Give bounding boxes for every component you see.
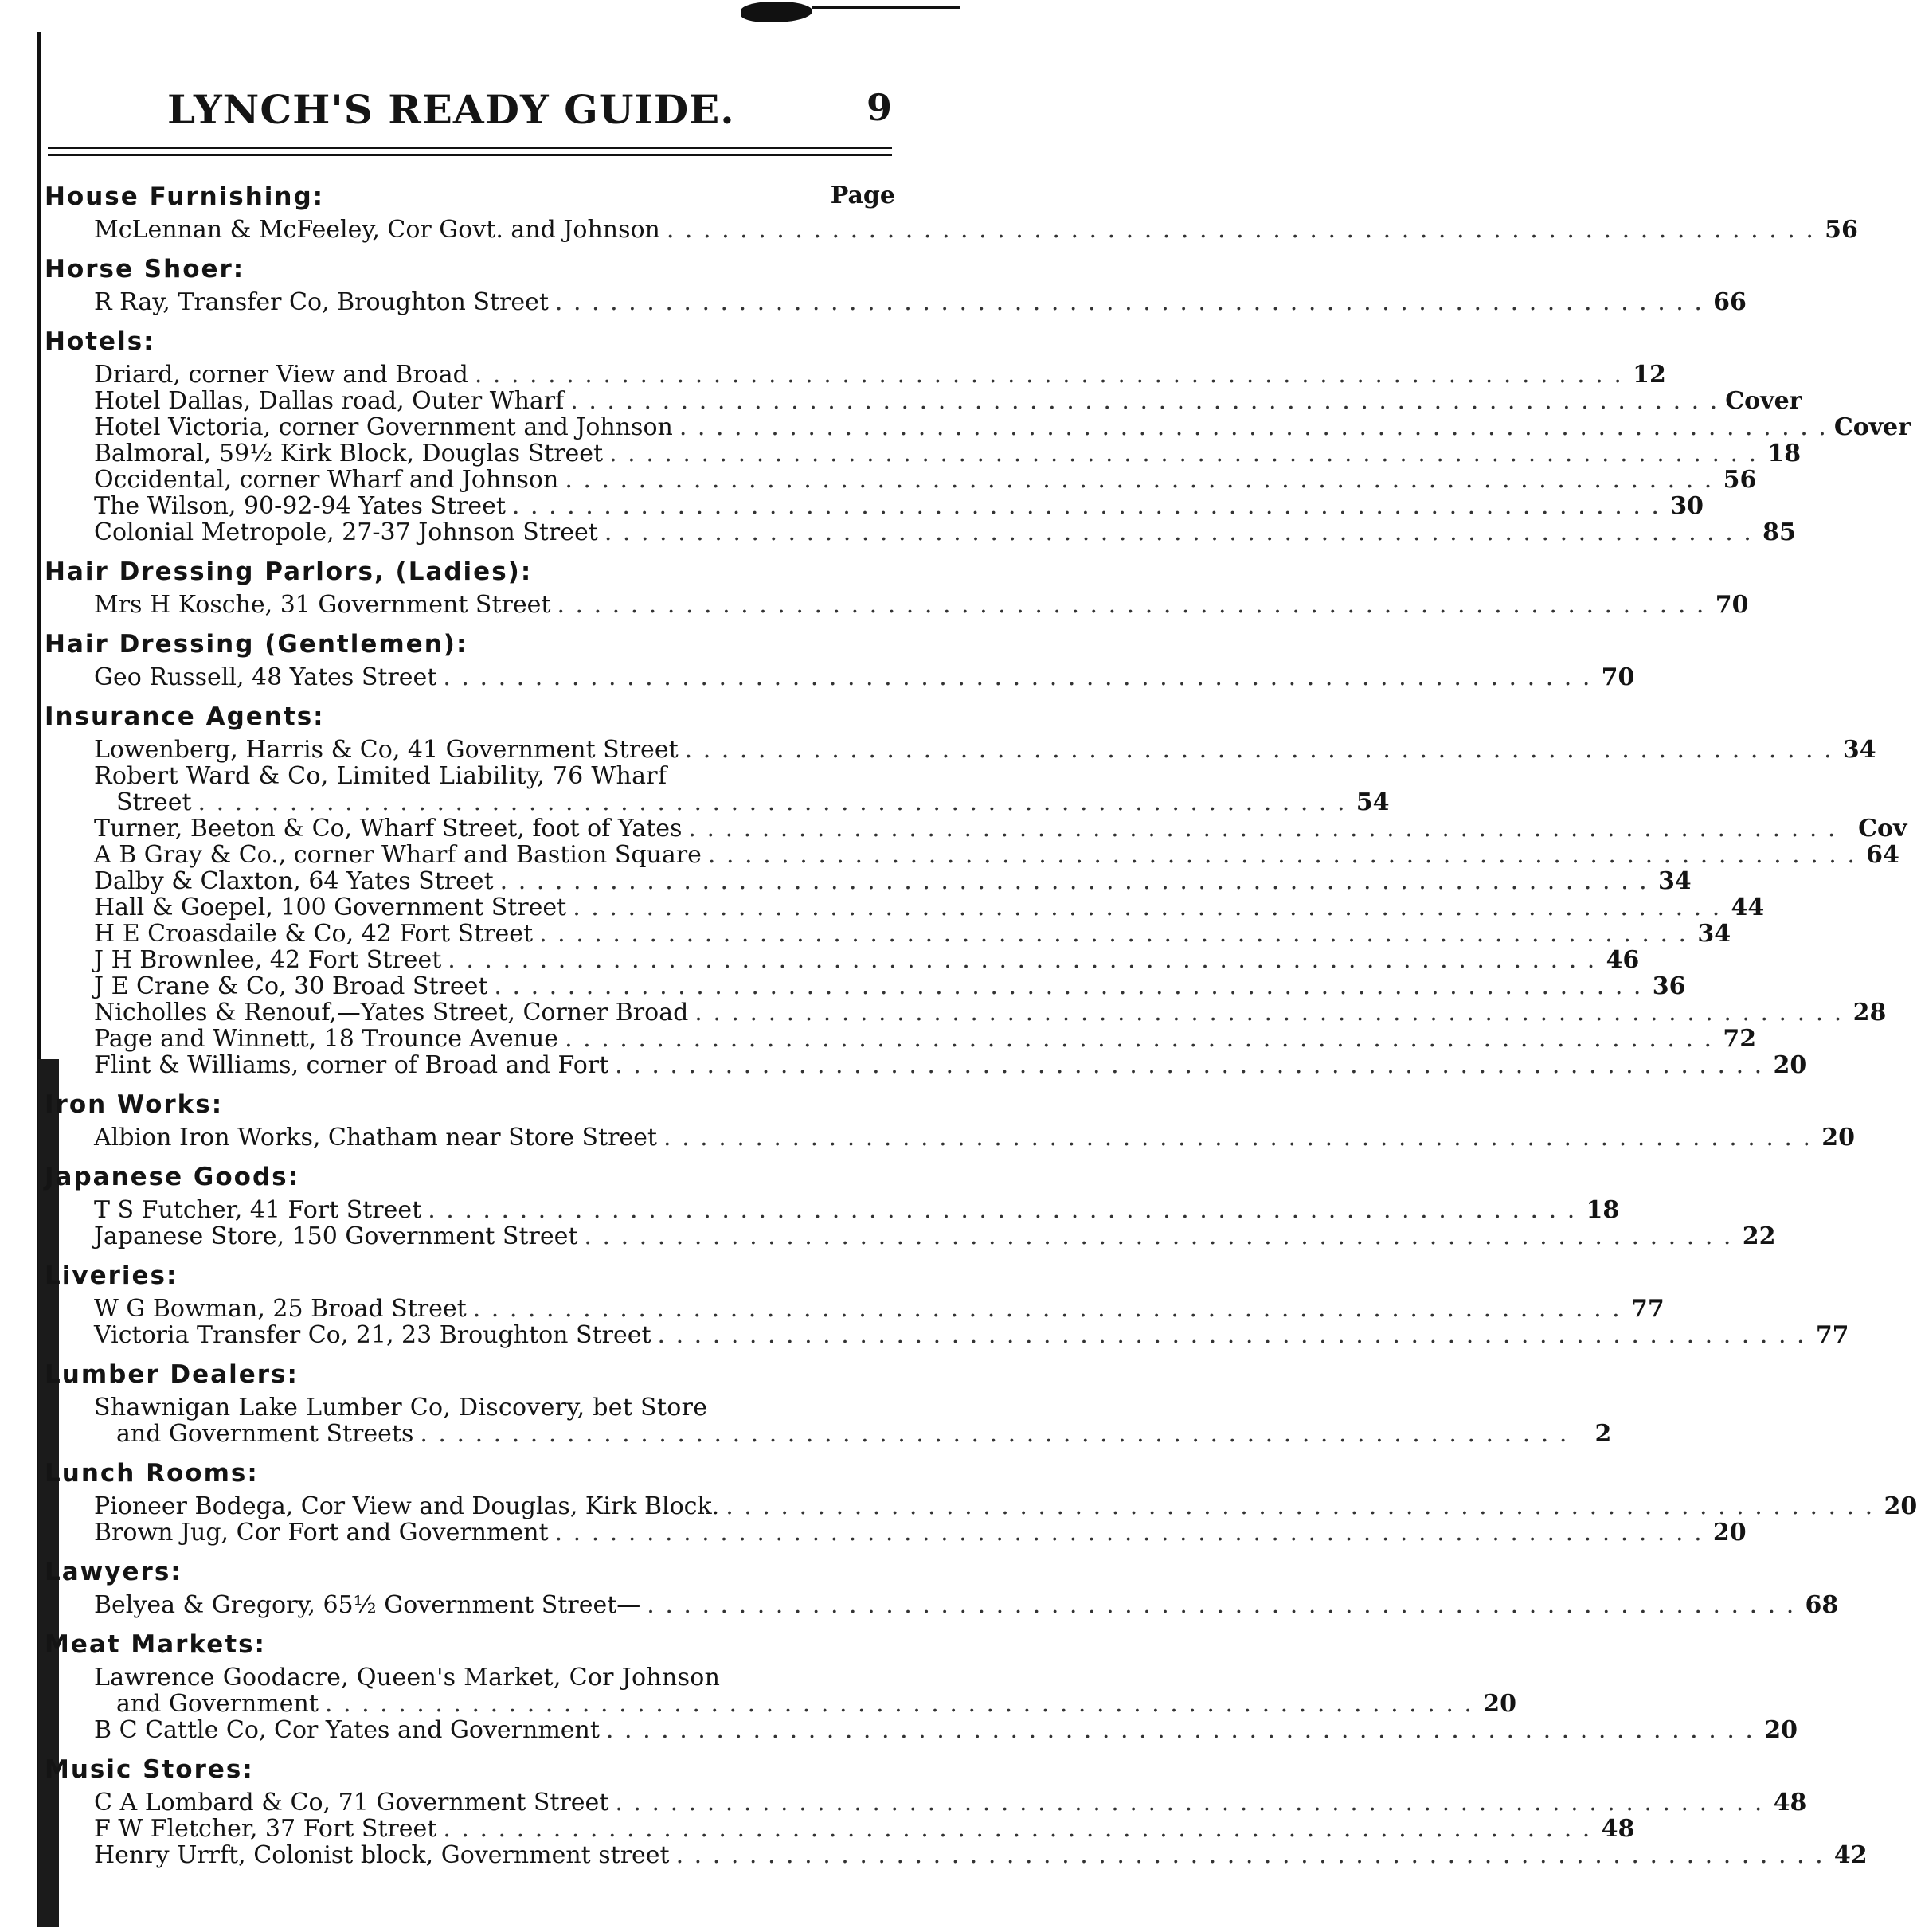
entry-name: T S Futcher, 41 Fort Street xyxy=(94,1196,422,1224)
entry-name: Hotel Victoria, corner Government and Johnson xyxy=(94,413,673,441)
entry-name: Nicholles & Renouf,—Yates Street, Corner Broad xyxy=(94,999,689,1027)
listing-entry xyxy=(45,999,1887,1027)
dot-leader: . . . . . . . . . . . . . . . . . . . . . . . . . . . . . . . . . . . . . . . . . . . . . . . . . . . . . . . . . . . . . . . xyxy=(573,894,1722,921)
category-heading: Music Stores: xyxy=(45,1755,254,1784)
listing-entry xyxy=(45,1295,1665,1323)
entry-page: 18 xyxy=(1586,1196,1620,1224)
section-gap xyxy=(45,1078,897,1085)
section-gap xyxy=(45,315,897,322)
listing-entry xyxy=(45,1815,1635,1843)
directory-section xyxy=(45,1256,1849,1355)
ink-smudge xyxy=(741,2,812,22)
dot-leader: . . . . . . . . . . . . . . . . . . . . . . . . . . . . . . . . . . . . . . . . . . . . . . . . . . . . . . . . . . . . . . . xyxy=(499,867,1649,895)
entry-name: Henry Urrft, Colonist block, Government street xyxy=(94,1841,670,1869)
dot-leader: . . . . . . . . . . . . . . . . . . . . . . . . . . . . . . . . . . . . . . . . . . . . . . . . . . . . . . . . . . . . . . . xyxy=(443,1815,1592,1843)
entry-name: R Ray, Transfer Co, Broughton Street xyxy=(94,288,549,316)
directory-section xyxy=(45,1355,1612,1453)
entry-page: 20 xyxy=(1764,1716,1798,1744)
entry-page: 20 xyxy=(1773,1051,1807,1079)
entry-name: Albion Iron Works, Chatham near Store Street xyxy=(94,1124,657,1152)
page-title: LYNCH'S READY GUIDE. xyxy=(167,86,735,133)
directory-section xyxy=(45,624,1635,697)
listing-entry xyxy=(45,591,1749,619)
entry-page: 18 xyxy=(1767,440,1802,467)
entry-name: Geo Russell, 48 Yates Street xyxy=(94,663,437,691)
directory-section xyxy=(45,1157,1776,1256)
category-heading: Lunch Rooms: xyxy=(45,1459,259,1488)
entry-name: Japanese Store, 150 Government Street xyxy=(94,1222,578,1250)
dot-leader: . . . . . . . . . . . . . . . . . . . . . . . . . . . . . . . . . . . . . . . . . . . . . . . . . . . . . . . . . . . . . . . xyxy=(609,440,1759,467)
section-gap xyxy=(45,690,897,697)
entry-page: 72 xyxy=(1723,1025,1757,1053)
entry-name: The Wilson, 90-92-94 Yates Street xyxy=(94,492,506,520)
dot-leader: . . . . . . . . . . . . . . . . . . . . . . . . . . . . . . . . . . . . . . . . . . . . . . . . . . . . . . . . . . . . . . . xyxy=(428,1196,1577,1224)
entry-continuation xyxy=(94,788,1390,816)
section-gap xyxy=(45,1250,897,1256)
entry-name: Turner, Beeton & Co, Wharf Street, foot of Yates xyxy=(94,815,683,843)
entry-page: 77 xyxy=(1815,1321,1849,1349)
listing-entry xyxy=(45,1025,1757,1053)
entry-name: J E Crane & Co, 30 Broad Street xyxy=(94,972,488,1000)
section-gap xyxy=(45,1618,897,1625)
entry-page: 36 xyxy=(1652,972,1686,1000)
dot-leader: . . . . . . . . . . . . . . . . . . . . . . . . . . . . . . . . . . . . . . . . . . . . . . . . . . . . . . . . . . . . . . . xyxy=(198,788,1347,816)
section-gap xyxy=(45,1447,897,1453)
entry-name: Brown Jug, Cor Fort and Government xyxy=(94,1519,549,1547)
dot-leader: . . . . . . . . . . . . . . . . . . . . . . . . . . . . . . . . . . . . . . . . . . . . . . . . . . . . . . . . . . . . . . . xyxy=(554,1519,1704,1547)
entry-name: Page and Winnett, 18 Trounce Avenue xyxy=(94,1025,559,1053)
entry-page: Cover xyxy=(1725,387,1802,415)
entry-name: A B Gray & Co., corner Wharf and Bastion Square xyxy=(94,841,702,869)
entry-page: 20 xyxy=(1483,1690,1516,1718)
entry-name: Shawnigan Lake Lumber Co, Discovery, bet Store xyxy=(94,1394,708,1422)
listing-entry xyxy=(45,361,1666,389)
listing-entry xyxy=(45,663,1635,691)
section-gap xyxy=(45,243,897,249)
entry-page: 70 xyxy=(1715,591,1749,619)
dot-leader: . . . . . . . . . . . . . . . . . . . . . . . . . . . . . . . . . . . . . . . . . . . . . . . . . . . . . . . . . . . . . . . xyxy=(647,1591,1796,1619)
entry-page: 46 xyxy=(1606,946,1640,974)
entry-page: 34 xyxy=(1842,736,1876,764)
listing-entry xyxy=(45,518,1796,546)
entry-name-cont: Street xyxy=(116,788,192,816)
category-heading: Japanese Goods: xyxy=(45,1163,300,1191)
dot-leader: . . . . . . . . . . . . . . . . . . . . . . . . . . . . . . . . . . . . . . . . . . . . . . . . . . . . . . . . . . . . . . . xyxy=(420,1420,1569,1448)
header-rule xyxy=(48,147,892,149)
listing-entry xyxy=(45,946,1640,974)
listing-entry xyxy=(45,1519,1747,1547)
dot-leader: . . . . . . . . . . . . . . . . . . . . . . . . . . . . . . . . . . . . . . . . . . . . . . . . . . . . . . . . . . . . . . . xyxy=(707,841,1856,869)
entry-page: 66 xyxy=(1713,288,1747,316)
dot-leader: . . . . . . . . . . . . . . . . . . . . . . . . . . . . . . . . . . . . . . . . . . . . . . . . . . . . . . . . . . . . . . . xyxy=(494,972,1643,1000)
page-column-label: Page xyxy=(830,182,895,209)
entry-page: Cover xyxy=(1833,413,1911,441)
listing-entry xyxy=(45,288,1747,316)
listing-entry xyxy=(45,841,1899,869)
directory-section xyxy=(45,322,1911,552)
listing-entry xyxy=(45,815,1907,843)
entry-name: F W Fletcher, 37 Fort Street xyxy=(94,1815,437,1843)
entry-name: Colonial Metropole, 27-37 Johnson Street xyxy=(94,518,598,546)
listing-entry xyxy=(45,216,1858,244)
listing-entry xyxy=(45,867,1692,895)
listing-entry xyxy=(45,1124,1856,1152)
entry-name: Occidental, corner Wharf and Johnson xyxy=(94,466,559,494)
entry-page: 20 xyxy=(1821,1124,1856,1152)
dot-leader: . . . . . . . . . . . . . . . . . . . . . . . . . . . . . . . . . . . . . . . . . . . . . . . . . . . . . . . . . . . . . . . xyxy=(604,518,1753,546)
dot-leader: . . . . . . . . . . . . . . . . . . . . . . . . . . . . . . . . . . . . . . . . . . . . . . . . . . . . . . . . . . . . . . . xyxy=(557,591,1706,619)
directory-section xyxy=(45,1625,1798,1750)
entry-name: Lawrence Goodacre, Queen's Market, Cor Johnson xyxy=(94,1664,721,1691)
dot-leader: . . . . . . . . . . . . . . . . . . . . . . . . . . . . . . . . . . . . . . . . . . . . . . . . . . . . . . . . . . . . . . . xyxy=(565,466,1714,494)
section-gap xyxy=(45,1151,897,1157)
entry-name: H E Croasdaile & Co, 42 Fort Street xyxy=(94,920,534,948)
entry-name: Driard, corner View and Broad xyxy=(94,361,468,389)
listing-entry xyxy=(45,972,1686,1000)
entry-page: 28 xyxy=(1852,999,1887,1027)
dot-leader: . . . . . . . . . . . . . . . . . . . . . . . . . . . . . . . . . . . . . . . . . . . . . . . . . . . . . . . . . . . . . . . xyxy=(675,1841,1825,1869)
listing-entry xyxy=(45,894,1765,921)
listing-entry xyxy=(45,1841,1868,1869)
entry-name: McLennan & McFeeley, Cor Govt. and Johnson xyxy=(94,216,660,244)
listing-entry xyxy=(45,920,1731,948)
entry-continuation xyxy=(94,1690,1516,1718)
entry-page: 12 xyxy=(1633,361,1666,389)
listing-entry xyxy=(45,1321,1849,1349)
entry-name: Hall & Goepel, 100 Government Street xyxy=(94,894,567,921)
dot-leader: . . . . . . . . . . . . . . . . . . . . . . . . . . . . . . . . . . . . . . . . . . . . . . . . . . . . . . . . . . . . . . . xyxy=(448,946,1597,974)
category-heading: Iron Works: xyxy=(45,1090,224,1119)
entry-page: 54 xyxy=(1356,788,1390,816)
category-heading: Hair Dressing (Gentlemen): xyxy=(45,630,468,659)
directory-section xyxy=(45,1750,1868,1875)
dot-leader: . . . . . . . . . . . . . . . . . . . . . . . . . . . . . . . . . . . . . . . . . . . . . . . . . . . . . . . . . . . . . . . xyxy=(565,1025,1714,1053)
section-gap xyxy=(45,1348,897,1355)
entry-continuation xyxy=(94,1420,1612,1448)
directory-section xyxy=(45,177,1858,249)
listing-entry xyxy=(45,736,1876,764)
entry-name: Hotel Dallas, Dallas road, Outer Wharf xyxy=(94,387,565,415)
entry-page: 48 xyxy=(1601,1815,1635,1843)
dot-leader: . . . . . . . . . . . . . . . . . . . . . . . . . . . . . . . . . . . . . . . . . . . . . . . . . . . . . . . . . . . . . . . xyxy=(511,492,1661,520)
entry-page: 20 xyxy=(1884,1492,1917,1520)
dot-leader: . . . . . . . . . . . . . . . . . . . . . . . . . . . . . . . . . . . . . . . . . . . . . . . . . . . . . . . . . . . . . . . xyxy=(324,1690,1473,1718)
entry-page: 70 xyxy=(1601,663,1635,691)
dot-leader: . . . . . . . . . . . . . . . . . . . . . . . . . . . . . . . . . . . . . . . . . . . . . . . . . . . . . . . . . . . . . . . xyxy=(657,1321,1806,1349)
directory-section xyxy=(45,552,1749,624)
listing-entry xyxy=(45,1492,1917,1520)
entry-name: C A Lombard & Co, 71 Government Street xyxy=(94,1789,609,1817)
category-heading: Lumber Dealers: xyxy=(45,1360,299,1389)
dot-leader: . . . . . . . . . . . . . . . . . . . . . . . . . . . . . . . . . . . . . . . . . . . . . . . . . . . . . . . . . . . . . . . xyxy=(584,1222,1733,1250)
entry-page: 56 xyxy=(1723,466,1757,494)
dot-leader: . . . . . . . . . . . . . . . . . . . . . . . . . . . . . . . . . . . . . . . . . . . . . . . . . . . . . . . . . . . . . . . xyxy=(688,815,1837,843)
category-heading: Hair Dressing Parlors, (Ladies): xyxy=(45,557,533,586)
header-rule-thin xyxy=(48,154,892,156)
listing-entry xyxy=(45,762,1390,816)
entry-page: 48 xyxy=(1773,1789,1807,1817)
entry-name: Belyea & Gregory, 65½ Government Street— xyxy=(94,1591,641,1619)
entry-page: 64 xyxy=(1866,841,1899,869)
page-header xyxy=(48,86,892,142)
listing-entry xyxy=(45,440,1802,467)
directory-section xyxy=(45,1453,1917,1552)
category-heading: Meat Markets: xyxy=(45,1630,266,1659)
entry-name: Victoria Transfer Co, 21, 23 Broughton Street xyxy=(94,1321,651,1349)
entry-page: 44 xyxy=(1731,894,1765,921)
dot-leader: . . . . . . . . . . . . . . . . . . . . . . . . . . . . . . . . . . . . . . . . . . . . . . . . . . . . . . . . . . . . . . . xyxy=(679,413,1828,441)
listing-entry xyxy=(45,413,1911,441)
directory-listing xyxy=(45,177,1917,1875)
dot-leader: . . . . . . . . . . . . . . . . . . . . . . . . . . . . . . . . . . . . . . . . . . . . . . . . . . . . . . . . . . . . . . . xyxy=(605,1716,1755,1744)
category-heading: House Furnishing: xyxy=(45,182,325,211)
entry-page: 56 xyxy=(1825,216,1858,244)
entry-page: 30 xyxy=(1670,492,1704,520)
listing-entry xyxy=(45,492,1704,520)
directory-section xyxy=(45,697,1907,1085)
dot-leader: . . . . . . . . . . . . . . . . . . . . . . . . . . . . . . . . . . . . . . . . . . . . . . . . . . . . . . . . . . . . . . . xyxy=(615,1051,1764,1079)
dot-leader: . . . . . . . . . . . . . . . . . . . . . . . . . . . . . . . . . . . . . . . . . . . . . . . . . . . . . . . . . . . . . . . xyxy=(615,1789,1764,1817)
section-gap xyxy=(45,1546,897,1552)
section-gap xyxy=(45,1743,897,1750)
listing-entry xyxy=(45,1222,1776,1250)
listing-entry xyxy=(45,1196,1620,1224)
entry-name: B C Cattle Co, Cor Yates and Government xyxy=(94,1716,600,1744)
entry-name-cont: and Government xyxy=(116,1690,319,1718)
dot-leader: . . . . . . . . . . . . . . . . . . . . . . . . . . . . . . . . . . . . . . . . . . . . . . . . . . . . . . . . . . . . . . . xyxy=(554,288,1704,316)
entry-name-cont: and Government Streets xyxy=(116,1420,414,1448)
entry-name: Robert Ward & Co, Limited Liability, 76 Wharf xyxy=(94,762,667,790)
directory-section xyxy=(45,1085,1856,1157)
dot-leader: . . . . . . . . . . . . . . . . . . . . . . . . . . . . . . . . . . . . . . . . . . . . . . . . . . . . . . . . . . . . . . . xyxy=(663,1124,1813,1152)
category-heading: Lawyers: xyxy=(45,1558,182,1586)
entry-name: Pioneer Bodega, Cor View and Douglas, Kirk Block. xyxy=(94,1492,720,1520)
entry-page: Cov xyxy=(1858,815,1907,843)
dot-leader: . . . . . . . . . . . . . . . . . . . . . . . . . . . . . . . . . . . . . . . . . . . . . . . . . . . . . . . . . . . . . . . xyxy=(474,361,1623,389)
listing-entry xyxy=(45,1789,1807,1817)
listing-entry xyxy=(45,1051,1807,1079)
entry-name: J H Brownlee, 42 Fort Street xyxy=(94,946,442,974)
entry-page: 34 xyxy=(1657,867,1692,895)
page-number: 9 xyxy=(866,86,892,129)
entry-page: 34 xyxy=(1697,920,1731,948)
entry-page: 22 xyxy=(1742,1222,1776,1250)
listing-entry xyxy=(45,466,1757,494)
category-heading: Insurance Agents: xyxy=(45,702,325,731)
entry-page: 42 xyxy=(1833,1841,1868,1869)
dot-leader: . . . . . . . . . . . . . . . . . . . . . . . . . . . . . . . . . . . . . . . . . . . . . . . . . . . . . . . . . . . . . . . xyxy=(726,1492,1875,1520)
category-heading: Hotels: xyxy=(45,327,155,356)
entry-name: Flint & Williams, corner of Broad and Fort xyxy=(94,1051,609,1079)
directory-section xyxy=(45,1552,1839,1625)
entry-name: Balmoral, 59½ Kirk Block, Douglas Street xyxy=(94,440,604,467)
dot-leader: . . . . . . . . . . . . . . . . . . . . . . . . . . . . . . . . . . . . . . . . . . . . . . . . . . . . . . . . . . . . . . . xyxy=(684,736,1833,764)
section-gap xyxy=(45,618,897,624)
entry-page: 68 xyxy=(1805,1591,1839,1619)
listing-entry xyxy=(45,387,1802,415)
entry-name: Dalby & Claxton, 64 Yates Street xyxy=(94,867,494,895)
listing-entry xyxy=(45,1394,1612,1448)
entry-page: 2 xyxy=(1594,1420,1612,1448)
dot-leader: . . . . . . . . . . . . . . . . . . . . . . . . . . . . . . . . . . . . . . . . . . . . . . . . . . . . . . . . . . . . . . . xyxy=(666,216,1815,244)
dot-leader: . . . . . . . . . . . . . . . . . . . . . . . . . . . . . . . . . . . . . . . . . . . . . . . . . . . . . . . . . . . . . . . xyxy=(694,999,1844,1027)
entry-page: 85 xyxy=(1762,518,1796,546)
entry-name: Mrs H Kosche, 31 Government Street xyxy=(94,591,551,619)
category-heading: Horse Shoer: xyxy=(45,255,245,284)
section-gap xyxy=(45,1868,897,1875)
section-gap xyxy=(45,546,897,552)
entry-page: 20 xyxy=(1712,1519,1747,1547)
listing-entry xyxy=(45,1591,1839,1619)
listing-entry xyxy=(45,1664,1516,1718)
dot-leader: . . . . . . . . . . . . . . . . . . . . . . . . . . . . . . . . . . . . . . . . . . . . . . . . . . . . . . . . . . . . . . . xyxy=(570,387,1719,415)
listing-entry xyxy=(45,1716,1798,1744)
dot-leader: . . . . . . . . . . . . . . . . . . . . . . . . . . . . . . . . . . . . . . . . . . . . . . . . . . . . . . . . . . . . . . . xyxy=(472,1295,1622,1323)
top-rule-fragment xyxy=(812,6,960,9)
dot-leader: . . . . . . . . . . . . . . . . . . . . . . . . . . . . . . . . . . . . . . . . . . . . . . . . . . . . . . . . . . . . . . . xyxy=(539,920,1688,948)
entry-name: Lowenberg, Harris & Co, 41 Government Street xyxy=(94,736,679,764)
entry-name: W G Bowman, 25 Broad Street xyxy=(94,1295,467,1323)
entry-page: 77 xyxy=(1630,1295,1665,1323)
directory-section xyxy=(45,249,1747,322)
category-heading: Liveries: xyxy=(45,1261,178,1290)
dot-leader: . . . . . . . . . . . . . . . . . . . . . . . . . . . . . . . . . . . . . . . . . . . . . . . . . . . . . . . . . . . . . . . xyxy=(443,663,1592,691)
